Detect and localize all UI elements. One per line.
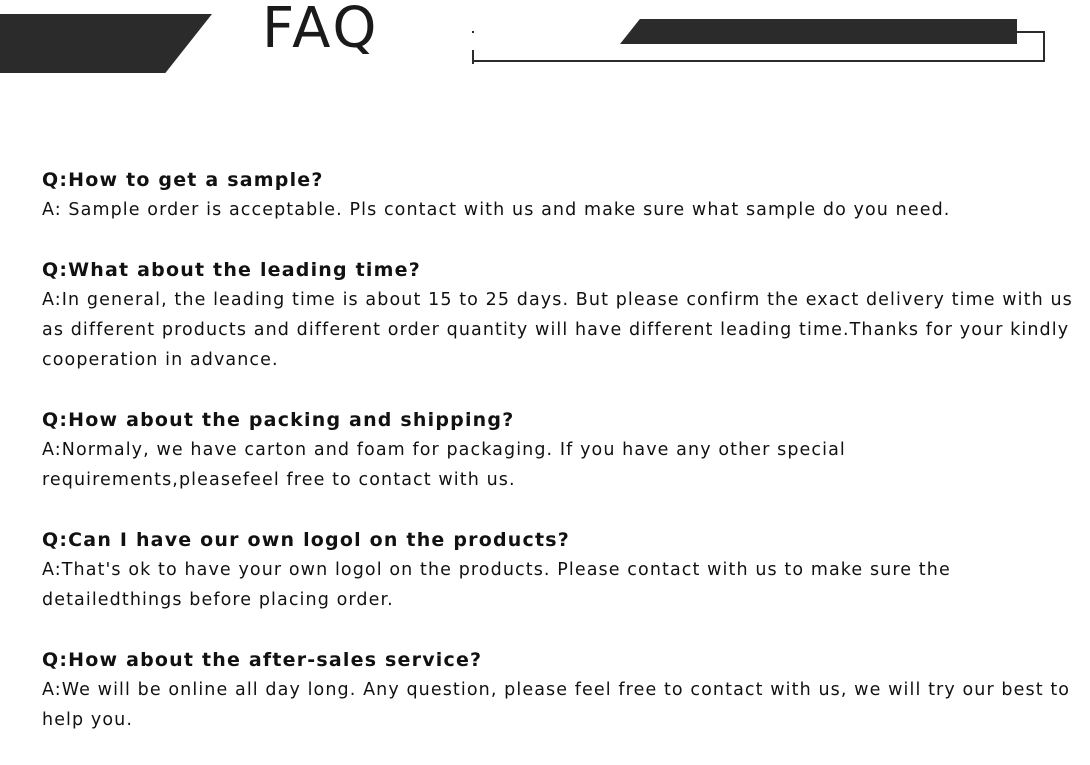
faq-answer: A:That's ok to have your own logol on the products. Please contact with us to make sure the detailedthings before placing order. (42, 560, 951, 610)
faq-item-leading-time (42, 255, 1082, 375)
faq-list (42, 165, 1082, 765)
faq-header (0, 0, 1090, 100)
faq-answer: A:Normaly, we have carton and foam for packaging. If you have any other special requirements,pleasefeel free to contact with us. (42, 440, 846, 490)
faq-question: Q:What about the leading time? (42, 259, 421, 281)
header-frame-left-tick (472, 50, 474, 64)
faq-item-sample (42, 165, 1082, 225)
faq-answer: A: Sample order is acceptable. Pls contact with us and make sure what sample do you need. (42, 200, 951, 220)
faq-item-packing-shipping (42, 405, 1082, 495)
faq-item-after-sales (42, 645, 1082, 735)
faq-question: Q:How about the after-sales service? (42, 649, 483, 671)
faq-answer: A:In general, the leading time is about 15 to 25 days. But please confirm the exact delivery time with us as different products and different order quantity will have different leading time.Thanks for your kindly cooperation in advance. (42, 290, 1073, 370)
faq-answer: A:We will be online all day long. Any question, please feel free to contact with us, we will try our best to help you. (42, 680, 1071, 730)
header-left-decorative-bar (0, 14, 212, 73)
faq-question: Q:How to get a sample? (42, 169, 324, 191)
faq-question: Q:How about the packing and shipping? (42, 409, 515, 431)
faq-question: Q:Can I have our own logol on the products? (42, 529, 570, 551)
faq-item-own-logo (42, 525, 1082, 615)
header-right-decorative-bar (620, 19, 1017, 44)
page-title: FAQ (262, 0, 380, 61)
